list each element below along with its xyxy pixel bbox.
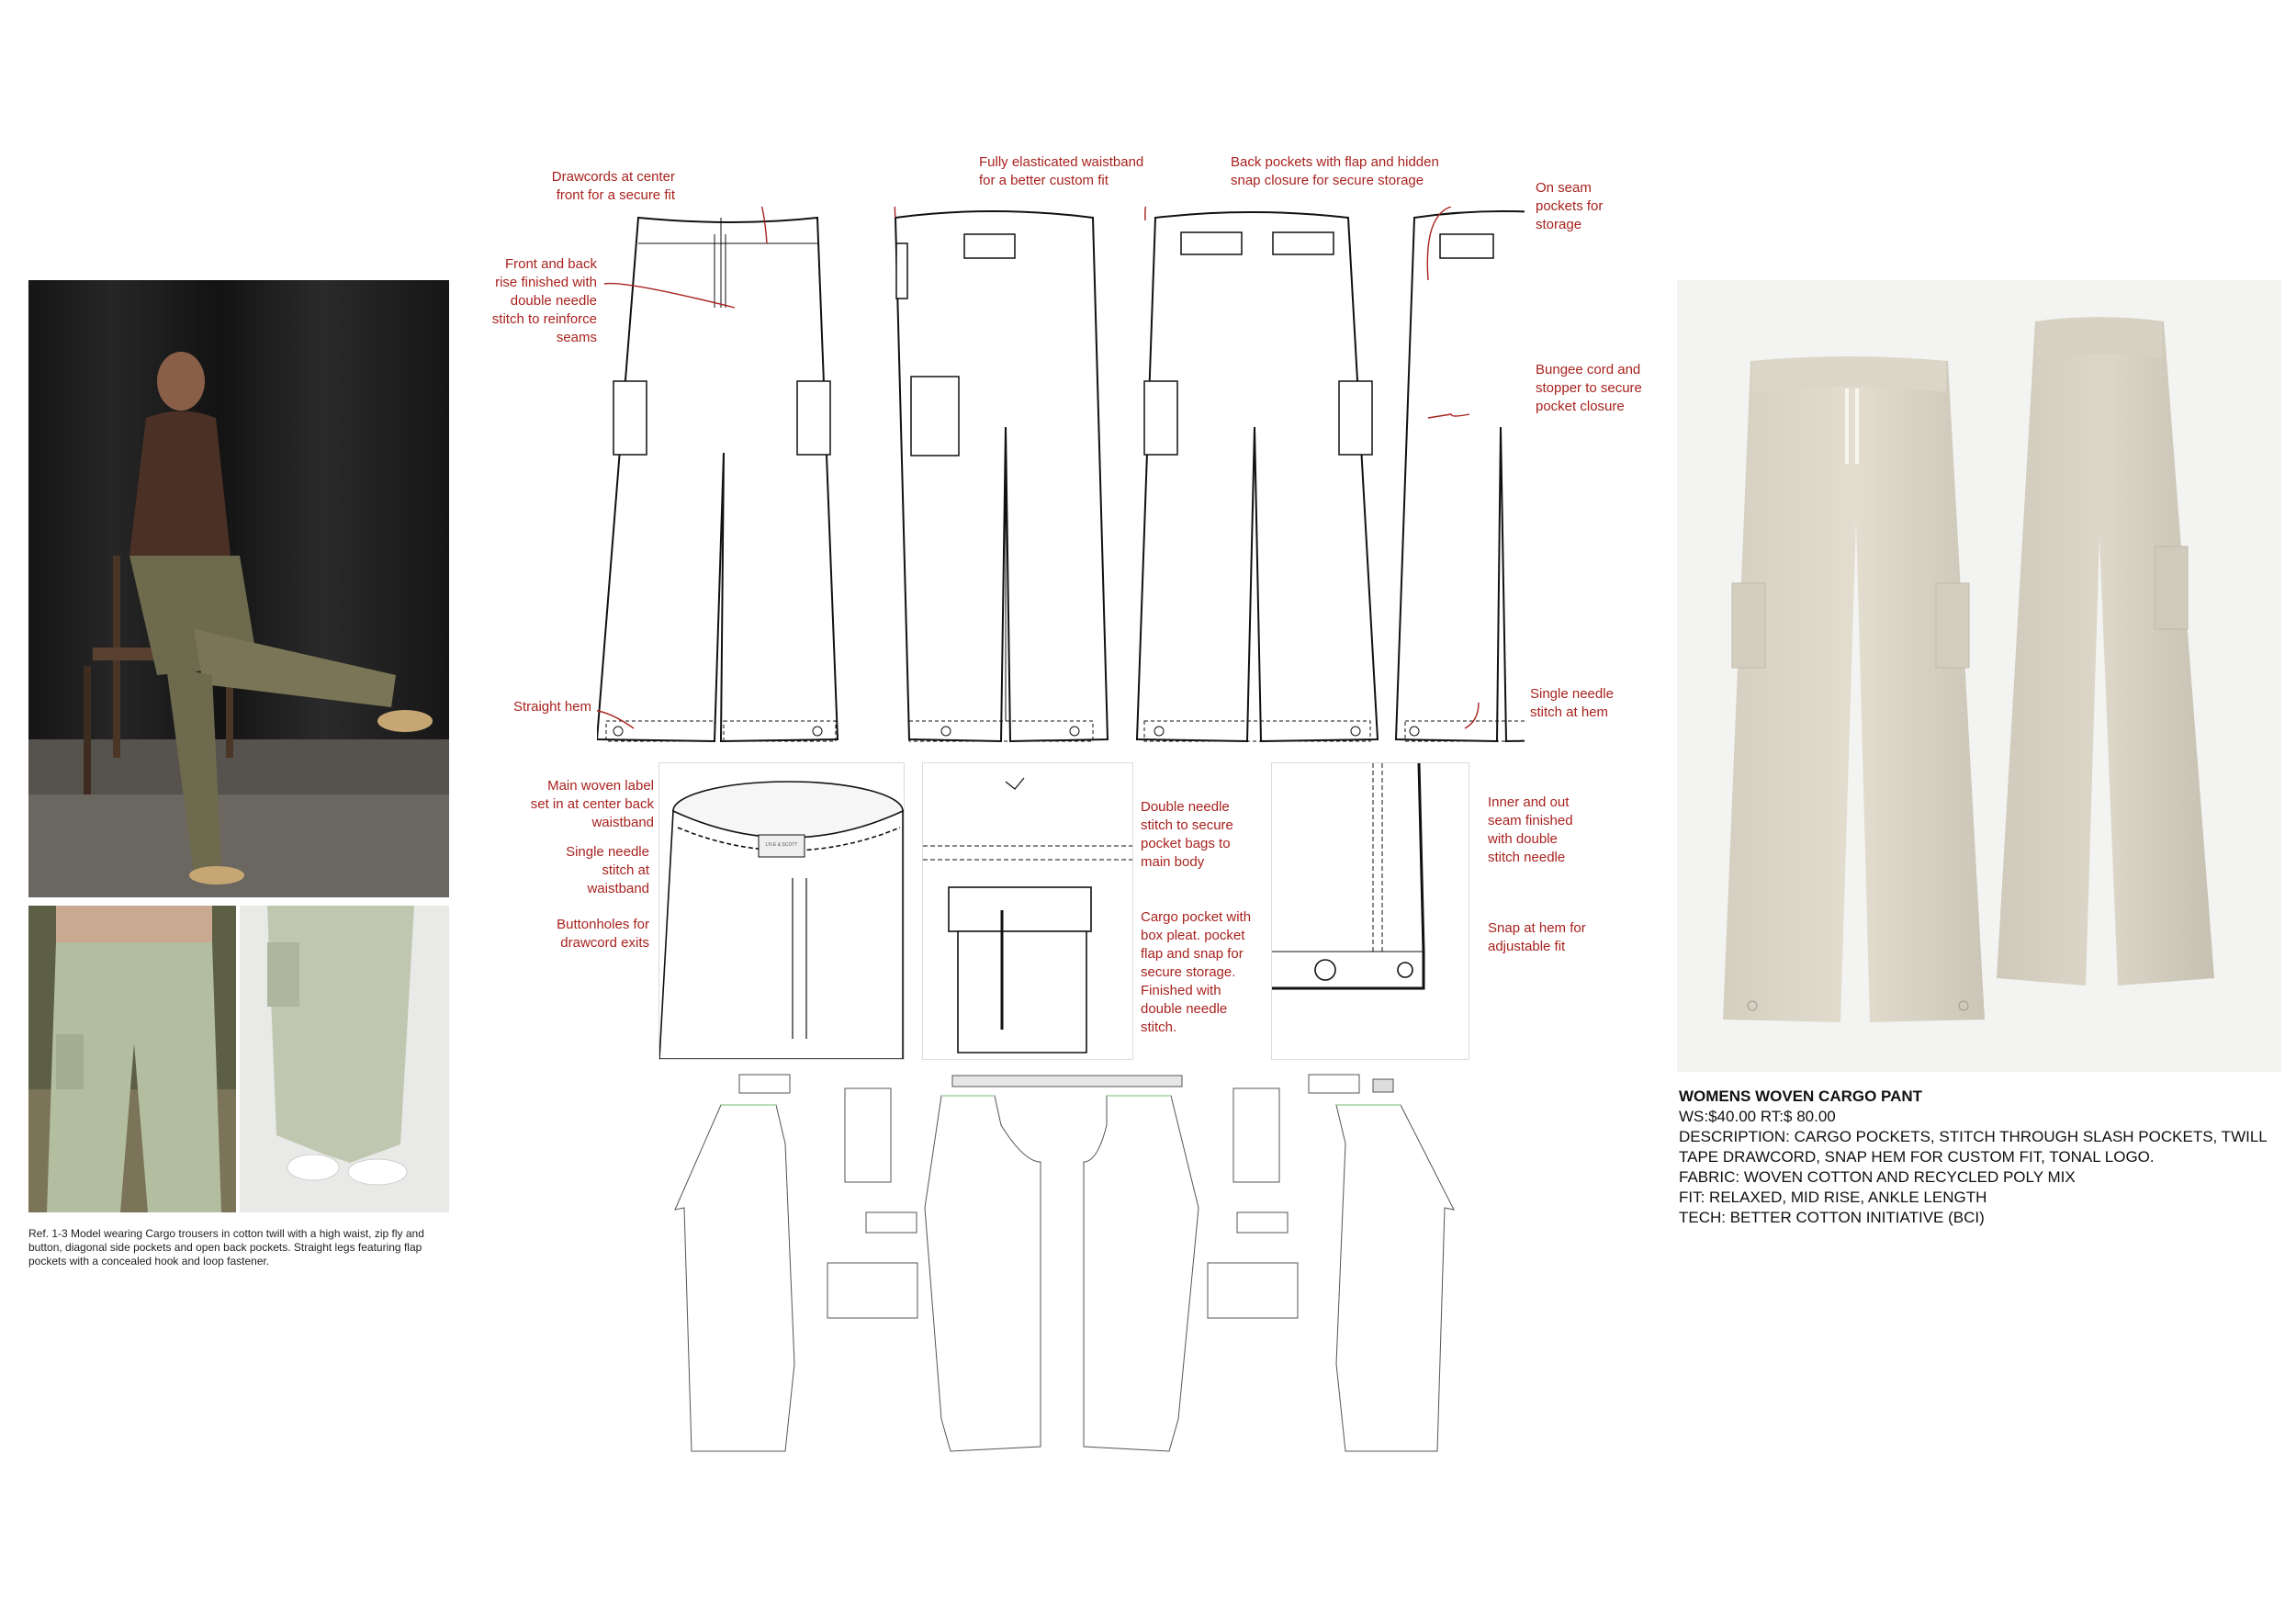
product-price: WS:$40.00 RT:$ 80.00 — [1679, 1108, 1836, 1125]
pattern-back-leg-right — [1084, 1096, 1199, 1451]
callout-back-pockets: Back pockets with flap and hidden snap closure for secure storage — [1231, 154, 1439, 188]
callout-on-seam: On seam pockets for storage — [1536, 180, 1604, 232]
detail-cargo-pocket — [922, 762, 1133, 1060]
pattern-back-leg-left — [925, 1096, 1041, 1451]
product-description: DESCRIPTION: CARGO POCKETS, STITCH THROUGH SLASH POCKETS, TWILL TAPE DRAWCORD, SNAP HEM FOR CUSTOM FIT, TONAL LOGO. — [1679, 1128, 2268, 1166]
callout-bungee: Bungee cord and stopper to secure pocket closure — [1536, 362, 1642, 414]
render-front-pant — [1723, 357, 1985, 1022]
pattern-pieces — [666, 1070, 1474, 1456]
callout-main-label: Main woven label set in at center back waistband — [530, 778, 654, 830]
technical-flats — [597, 207, 1525, 749]
pattern-side-leg — [1336, 1105, 1454, 1451]
render-back-pant — [1997, 317, 2214, 986]
callout-waistband: Fully elasticated waistband for a better custom fit — [979, 154, 1144, 188]
callout-straight-hem: Straight hem — [512, 699, 591, 715]
detail-waistband — [658, 762, 905, 1060]
callout-rise: Front and back rise finished with double needle stitch to reinforce seams — [491, 256, 597, 345]
woven-label-text: LYLE & SCOTT — [765, 842, 798, 848]
detail-hem — [1271, 762, 1469, 1060]
render-3d-panel — [1677, 280, 2281, 1072]
back-flat — [1137, 212, 1378, 741]
product-title: WOMENS WOVEN CARGO PANT — [1679, 1087, 1923, 1105]
callout-drawcords: Drawcords at center front for a secure fit — [551, 169, 675, 203]
side-flat — [895, 211, 1108, 741]
product-specs — [1679, 1087, 2285, 1228]
model-photo-main — [28, 280, 449, 897]
pattern-front-leg — [675, 1105, 794, 1451]
product-fabric: FABRIC: WOVEN COTTON AND RECYCLED POLY MIX — [1679, 1168, 2076, 1186]
model-photo-bottom-left — [28, 906, 236, 1212]
callout-single-needle-hem: Single needle stitch at hem — [1530, 686, 1614, 720]
side-flat-2 — [1396, 211, 1525, 741]
callout-buttonholes: Buttonholes for drawcord exits — [557, 917, 649, 951]
callout-single-needle-waistband: Single needle stitch at waistband — [566, 844, 649, 896]
callout-inner-out-seam: Inner and out seam finished with double stitch needle — [1488, 794, 1573, 865]
callout-double-needle-pocket: Double needle stitch to secure pocket bags to main body — [1141, 799, 1233, 870]
front-flat — [597, 218, 838, 741]
callout-cargo-pocket: Cargo pocket with box pleat. pocket flap and snap for secure storage. Finished with double needle stitch. — [1141, 909, 1252, 1035]
photo-caption: Ref. 1-3 Model wearing Cargo trousers in cotton twill with a high waist, zip fly and button, diagonal side pockets and open back pockets. Straight legs featuring flap pockets with a concealed hook and loop fastener. — [28, 1227, 424, 1268]
model-photo-bottom-right — [240, 906, 449, 1212]
product-fit: FIT: RELAXED, MID RISE, ANKLE LENGTH — [1679, 1189, 1987, 1206]
product-tech: TECH: BETTER COTTON INITIATIVE (BCI) — [1679, 1209, 1985, 1226]
callout-snap-hem: Snap at hem for adjustable fit — [1488, 920, 1586, 954]
